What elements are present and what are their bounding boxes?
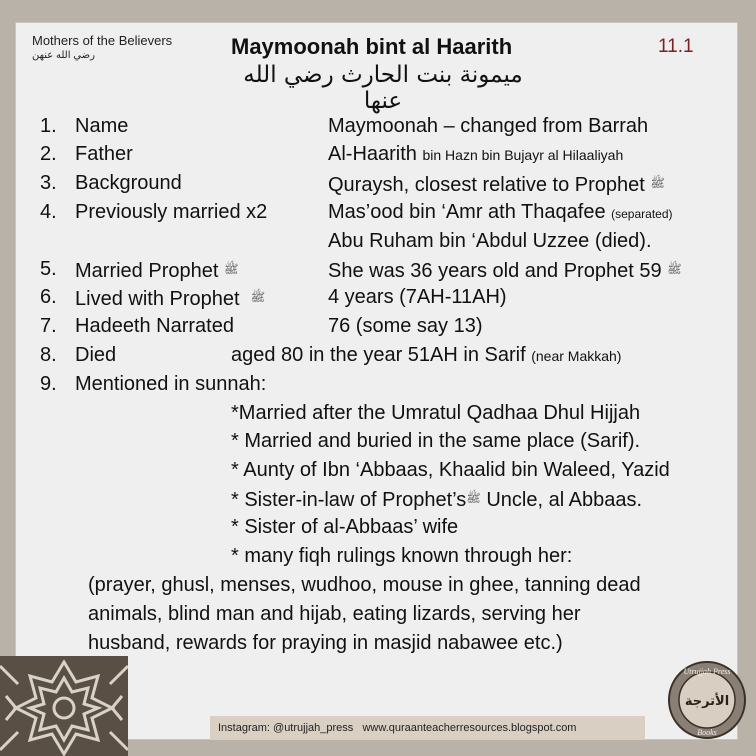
item-label: Father [75,143,133,165]
islamic-pattern-ornament [0,656,128,756]
item-label: Background [75,172,182,194]
item-value-second: Abu Ruham bin ‘Abdul Uzzee (died). [328,230,652,252]
sunnah-item: * Married and buried in the same place (Sarif). [231,430,641,452]
rulings-line: husband, rewards for praying in masjid nabawee etc.) [88,632,563,654]
item-number: 9. [40,373,57,395]
sunnah-item: * many fiqh rulings known through her: [231,545,573,567]
item-value-detail: (near Makkah) [531,348,622,364]
item-value: 4 years (7AH-11AH) [328,286,507,308]
badge-bottom-text: Books [697,728,717,737]
item-label: Married Prophet $^ﷺ$ [75,260,239,282]
item-number: 3. [40,172,57,194]
rulings-line: (prayer, ghusl, menses, wudhoo, mouse in ghee, tanning dead [88,574,641,596]
item-value: Quraysh, closest relative to Prophet $^ﷺ$ [328,174,665,196]
item-label: Mentioned in sunnah: [75,373,267,395]
page-number: 11.1 [658,36,694,57]
item-label: Lived with Prophet $^ﷺ$ [75,288,266,310]
series-arabic-label: رضي الله عنهن [32,50,95,61]
item-value: Maymoonah – changed from Barrah [328,115,649,137]
sunnah-item: * Aunty of Ibn ‘Abbaas, Khaalid bin Waleed, Yazid [231,459,670,481]
utrujjah-press-logo [667,660,747,740]
badge-top-text: Utrujjah Press [683,667,731,676]
item-value-detail: bin Hazn bin Bujayr al Hilaaliyah [422,147,624,163]
badge-arabic-text: الأترجة [684,694,730,709]
item-number: 8. [40,344,57,366]
item-number: 2. [40,143,57,165]
series-label: Mothers of the Believers [32,33,173,48]
item-value: Al-Haarith bin Hazn bin Bujayr al Hilaaliyah [328,143,624,165]
item-number: 4. [40,201,57,223]
item-value-detail: (separated) [611,207,673,221]
salla-glyph-icon: ﷺ [650,176,665,190]
instagram-handle: Instagram: @utrujjah_press [218,722,354,734]
sunnah-item: * Sister-in-law of $Prophet’s^ﷺ$ Uncle, al Abbaas. [231,489,643,511]
sunnah-item: *Married after the Umratul Qadhaa Dhul Hijjah [231,402,641,424]
website-url: www.quraanteacherresources.blogspot.com [362,722,577,734]
salla-glyph-icon: ﷺ [466,491,481,505]
sunnah-item: * Sister of al-Abbaas’ wife [231,516,459,538]
item-value: She was 36 years old and Prophet $^ﷺ$ 59 [328,260,682,282]
salla-glyph-icon: ﷺ [667,262,682,276]
item-value: 76 (some say 13) [328,315,483,337]
page-title: Maymoonah bint al Haarith [231,34,513,59]
item-number: 7. [40,315,57,337]
item-label: Died [75,344,117,366]
footer-bar [210,716,645,740]
item-value: Mas’ood bin ‘Amr ath Thaqafee (separated) [328,201,673,223]
item-number: 5. [40,258,57,280]
item-value: aged 80 in the year 51AH in Sarif (near Makkah) [231,344,622,366]
salla-glyph-icon: ﷺ [223,262,239,276]
item-label: Hadeeth Narrated [75,315,234,337]
rulings-line: animals, blind man and hijab, eating lizards, serving her [88,603,581,625]
item-label: Previously married x2 [75,201,268,223]
item-label: Name [75,115,129,137]
item-number: 6. [40,286,57,308]
item-number: 1. [40,115,57,137]
salla-glyph-icon: ﷺ [250,290,266,304]
page-title-arabic: ميمونة بنت الحارث رضي الله عنها [243,62,523,114]
